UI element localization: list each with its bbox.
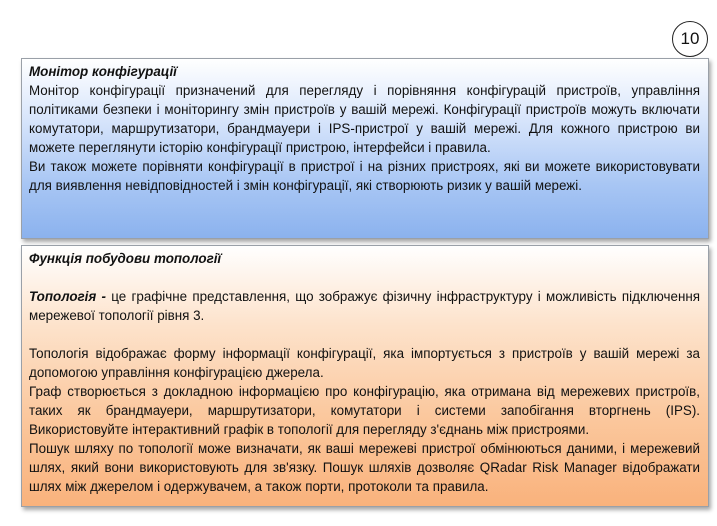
topology-function-box xyxy=(21,245,709,507)
topology-paragraph: Граф створюється з докладною інформацією про конфігурацію, яка отримана від мережевих пристроїв, таких як брандмауери, маршрутизатори, комутатори і системи запобігання вторгнень (IPS). Використовуйте інтерактивний графік в топології для перегляду з'єднань між пристроями. xyxy=(29,384,700,437)
page-number: 10 xyxy=(672,21,708,57)
topology-function-title: Функція побудови топології xyxy=(29,251,222,266)
configuration-monitor-paragraph: Монітор конфігурації призначений для перегляду і порівняння конфігурацій пристроїв, управління політиками безпеки і моніторингу змін пристроїв у вашій мережі. Конфігурації пристроїв можуть включати комутатори, маршрутизатори, брандмауери і IPS-пристрої у вашій мережі. Для кожного пристрою ви можете переглянути історію конфігурації пристрою, інтерфейси і правила. xyxy=(29,83,700,155)
configuration-monitor-box xyxy=(21,58,709,239)
topology-paragraph: Пошук шляху по топології може визначати, як ваші мережеві пристрої обмінюються даними, і мережевий шлях, який вони використовують для зв'язку. Пошук шляхів дозволяє QRadar Risk Manager відображати шлях між джерелом і одержувачем, а також порти, протоколи та правила. xyxy=(29,441,700,494)
topology-definition xyxy=(29,287,700,325)
configuration-monitor-title: Монітор конфігурації xyxy=(29,64,177,79)
topology-definition-text: це графічне представлення, що зображує фізичну інфраструктуру і можливість підключення мережевої топології рівня 3. xyxy=(29,289,700,323)
topology-paragraph: Топологія відображає форму інформації конфігурації, яка імпортується з пристроїв у вашій мережі за допомогою управління конфігурацією джерела. xyxy=(29,346,700,380)
configuration-monitor-paragraph: Ви також можете порівняти конфігурації в пристрої і на різних пристроях, які ви можете використовувати для виявлення невідповідностей і змін конфігурації, які створюють ризик у вашій мережі. xyxy=(29,159,700,193)
topology-term: Топологія - xyxy=(29,289,107,304)
